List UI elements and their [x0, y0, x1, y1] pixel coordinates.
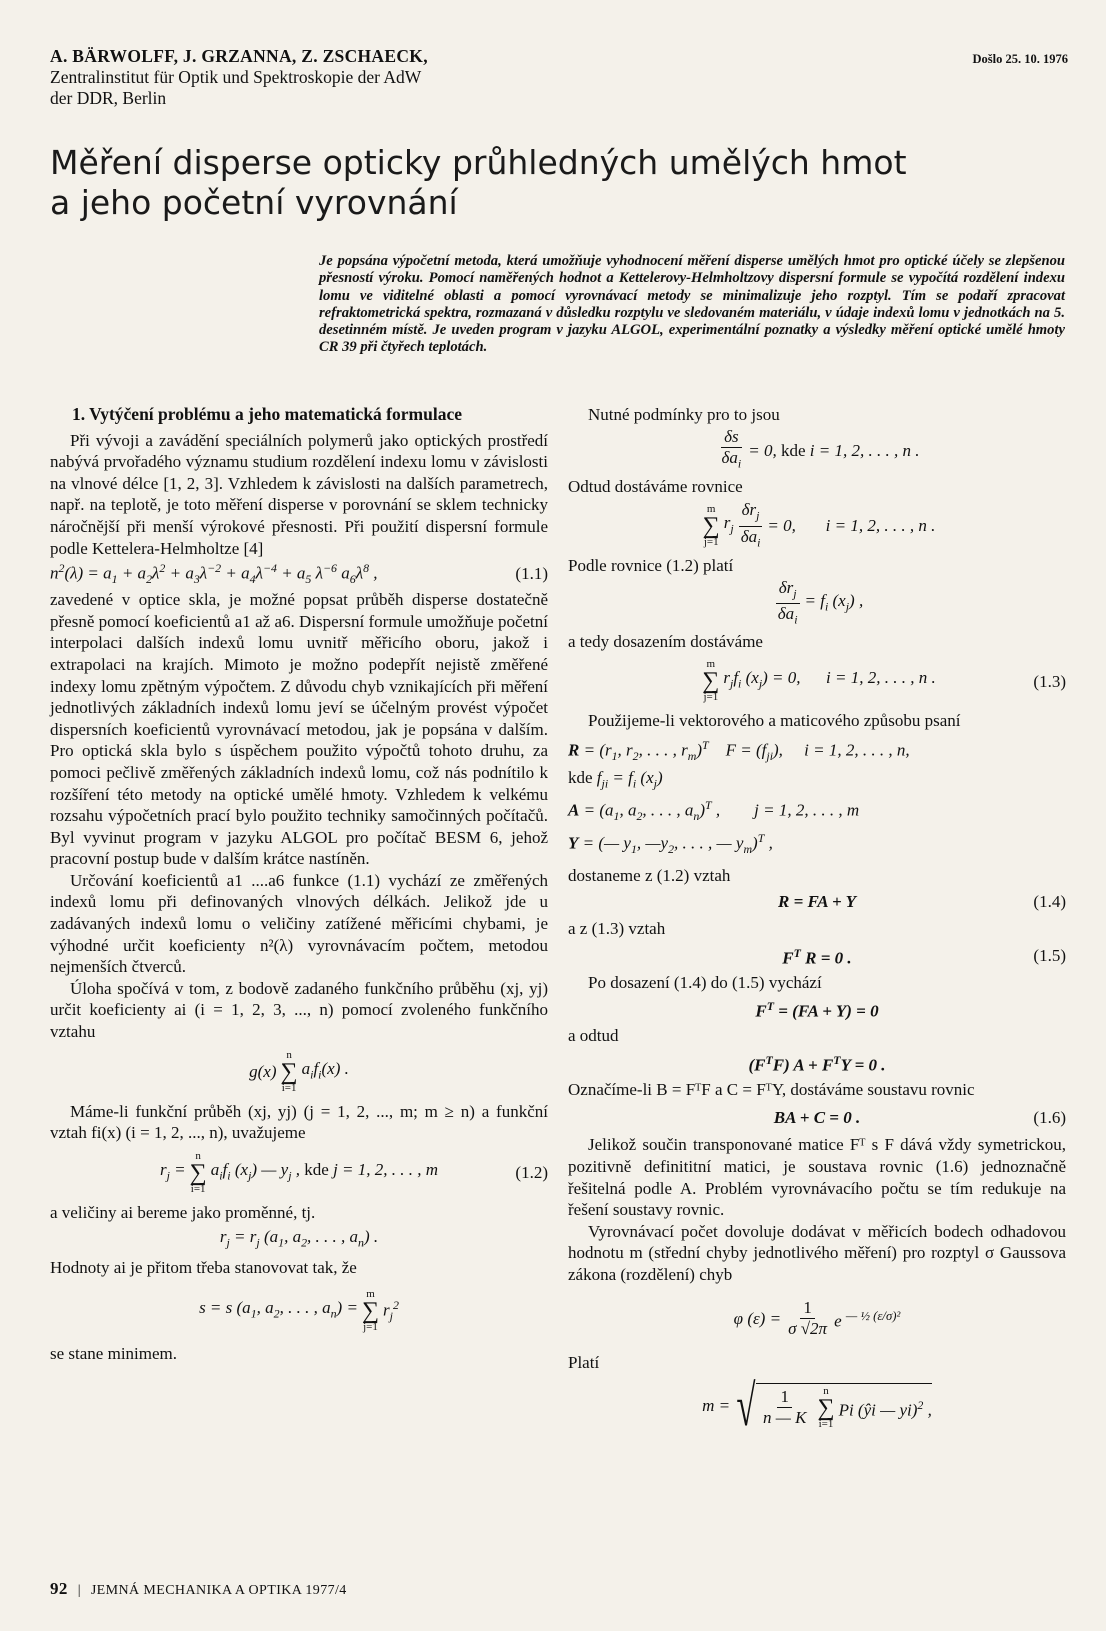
received-date: Došlo 25. 10. 1976 — [972, 52, 1068, 66]
paragraph: Označíme-li B = FᵀF a C = FᵀY, dostáváme soustavu rovnic — [568, 1079, 975, 1099]
vector-definitions: $R = (r_1$, $r_2$, . . . , $r_m)^T$ $F = (f_{ji})$, i = 1, 2, . . . , n, kde $f_{ji} = f_i$ $(x_j)$ $A = (a_1$, $a_2$, . . . , $a_n)^T$ , j = 1, 2, . . . , m Y = (— $y_1$, $—y_2$, . . . , — $y_m)^T$ , — [568, 737, 910, 857]
equation-s: s = s ($a_1$, $a_2$, . . . , $a_n$) = m ∑ j=1 $r_j^2$ — [199, 1288, 399, 1333]
equation-1-4: R = FA + Y (1.4) — [778, 892, 1066, 912]
equation-1-6: BA + C = 0 . (1.6) — [773, 1107, 1066, 1127]
title-line-1: Měření disperse opticky průhledných umělých hmot — [50, 143, 907, 182]
paragraph: se stane minimem. — [50, 1344, 178, 1363]
paragraph: a odtud — [568, 1026, 619, 1046]
equation-number: (1.3) — [1033, 671, 1066, 691]
left-column — [50, 404, 548, 1365]
paragraph: a veličiny ai bereme jako proměnné, tj. — [50, 1202, 316, 1222]
journal-name: JEMNÁ MECHANIKA A OPTIKA 1977/4 — [90, 1583, 347, 1598]
paragraph: Odtud dostáváme rovnice — [568, 476, 743, 496]
paragraph: Podle rovnice (1.2) platí — [568, 556, 734, 576]
right-column — [568, 404, 1066, 1439]
section-heading: 1. Vytýčení problému a jeho matematická formulace — [72, 404, 462, 424]
page-number: 92 — [50, 1579, 68, 1598]
equation-rj: $r_j = r_j$ ($a_1$, $a_2$, . . . , $a_n$) . — [219, 1227, 379, 1250]
equation-ds: $\frac{\delta s}{\delta a_i}$ = 0, kde i = 1, 2, . . . , n . — [721, 427, 920, 471]
paragraph: Platí — [568, 1352, 600, 1372]
paragraph: a tedy dosazením dostáváme — [568, 631, 763, 651]
paragraph: Vyrovnávací počet dovoluje dodávat v měřicích bodech odhadovou hodnotu m (střední chyby jednotlivého měření) pro rozptyl σ Gaussova zákona (rozdělení) chyb — [568, 1221, 1066, 1285]
paragraph: Použijeme-li vektorového a maticového způsobu psaní — [588, 711, 961, 731]
paragraph: Máme-li funkční průběh (xj, yj) (j = 1, 2, ..., m; m ≥ n) a funkční vztah fi(x) (i = 1, 2, ..., n), uvažujeme — [50, 1101, 548, 1143]
equation-g: g(x) n ∑ i=1 $a_if_i(x)$ . — [249, 1048, 349, 1094]
equation-drj: $\frac{\delta r_j}{\delta a_i}$ = $f_i$ $(x_j)$ , — [568, 577, 1066, 631]
equation-number: (1.6) — [1033, 1107, 1066, 1127]
paragraph: Při vývoji a zavádění speciálních polymerů jako optických prostředí nabývá prvořadého významu studium rozdělení indexu lomu v závislosti na vlnové délce [1, 2, 3]. Vzhledem k závislosti na dalších parametrech, např. na teplotě, je toto měření disperse v porovnání se sklem technicky náročnější při menší výrokové přesnosti. Při použití dispersní formule podle Kettelera-Helmholtze [4] — [50, 430, 548, 558]
article-title — [50, 143, 950, 223]
paragraph: dostaneme z (1.2) vztah — [568, 865, 731, 885]
authors: A. BÄRWOLFF, J. GRZANNA, Z. ZSCHAECK, — [50, 46, 428, 66]
paragraph: Úloha spočívá v tom, z bodově zadaného funkčního průběhu (xj, yj) určit koeficienty ai (i = 1, 2, 3, ..., n) pomocí zvoleného funkčního vztahu — [50, 978, 548, 1042]
paragraph: Hodnoty ai je přitom třeba stanovovat tak, že — [50, 1258, 357, 1278]
paragraph: zavedené v optice skla, je možné popsat průběh disperse dostatečně přesně pomocí koeficientů a1 až a6. Dispersní formule umožňuje početní interpolaci dalších indexů lomu uvnitř měřicího oboru, jakož i extrapolaci na krajích. Mimoto je možno podepřít nejistě změřené indexy lomu zpětným výpočtem. Z důvodu chyb vznikajících při měření jednotlivých základních indexů lomu jeví se účelným provést výpočet dispersních koeficientů vyrovnávací metodou, jak je popsána v dalším. Pro optická skla bylo s úspěchem použito výpočtů tohoto druhu, za pomoci pečlivě změřených základních indexů lomu, což nás podnítilo k rozšíření této metody na optické umělé hmoty. Vzhledem k velkému rozsahu výpočetních prací bylo použito techniky samočinných počítačů. Byl vyvinut program v jazyku ALGOL pro počítač BESM 6, jehož pracovní postup bude v dalším krátce nastíněn. — [50, 590, 548, 869]
title-line-2: a jeho početní vyrovnání — [50, 183, 458, 222]
equation-1-5: $F^T$ R = 0 . (1.5) — [782, 945, 1066, 968]
equation-1-1: $n^2(\lambda) = a_1 + a_2\lambda^2 + a_3\lambda^{-2} + a_4\lambda^{-4} + a_5$ $\lambda^{-6}$ $a_6\lambda^8$ , (1.1) — [50, 560, 548, 586]
equation-number: (1.1) — [515, 564, 548, 584]
equation-1-2: $r_j$ = n ∑ i=1 $a_if_i$ $(x_j)$ — $y_j$ , kde j = 1, 2, . . . , m (1.2) — [159, 1149, 548, 1195]
author-block — [50, 46, 428, 109]
equation-m: m = √ $\frac{1}{n — K}$ n ∑ i=1 Pi (ŷi — yi)$^2$ , — [702, 1373, 932, 1439]
equation-sum-drj: m ∑ j=1 $r_j$ $\frac{\delta r_j}{\delta a_i}$ = 0, i = 1, 2, . . . , n . — [702, 500, 936, 550]
equation-ft: $F^T = (FA + Y) = 0$ — [755, 999, 879, 1021]
affiliation-city: der DDR, Berlin — [50, 88, 167, 108]
equation-number: (1.5) — [1033, 945, 1066, 965]
affiliation: Zentralinstitut für Optik und Spektroskopie der AdW — [50, 67, 422, 87]
equation-1-3: m ∑ j=1 $r_jf_i$ $(x_j) = 0$, i = 1, 2, . . . , n . (1.3) — [702, 658, 1066, 704]
paragraph: Po dosazení (1.4) do (1.5) vychází — [588, 972, 822, 992]
equation-gauss: φ (ε) = $\frac{1}{\sigma √2\pi}$ e $^{— \frac{1}{2} (\varepsilon/\sigma)^2}$ — [733, 1298, 901, 1339]
equation-number: (1.2) — [515, 1163, 548, 1183]
page-footer: 92 | JEMNÁ MECHANIKA A OPTIKA 1977/4 — [50, 1579, 347, 1598]
paragraph: Nutné podmínky pro to jsou — [588, 405, 780, 424]
abstract: Je popsána výpočetní metoda, která umožňuje vyhodnocení měření disperse umělých hmot pro optické účely se zlepšenou přesností výroku. Pomocí naměřených hodnot a Kettelerovy-Helmholtzovy dispersní formule se vypočítá rozdělení indexu lomu ve viditelné oblasti a pomocí vyrovnávací metody se minimalizuje jeho rozptyl. Tím se podaří zpracovat refraktometrická spektra, rozmazaná v důsledku rozptylu ve sledovaném materiálu, v údaje indexů lomu v jednotkách na 5. desetinném místě. Je uveden program v jazyku ALGOL, experimentální poznatky a výsledky měření optické umělé hmoty CR 39 při čtyřech teplotách. — [319, 253, 1065, 356]
equation-number: (1.4) — [1033, 892, 1066, 912]
paragraph: Jelikož součin transponované matice Fᵀ s F dává vždy symetrickou, pozitivně definititní matici, je soustava rovnic (1.6) jednoznačně řešitelná podle A. Problém vyrovnávacího počtu se tím redukuje na řešení soustavy rovnic. — [568, 1135, 1066, 1220]
equation-ftf: $(F^TF) A + F^TY = 0$ . — [748, 1052, 886, 1075]
paragraph: a z (1.3) vztah — [568, 919, 666, 939]
paragraph: Určování koeficientů a1 ....a6 funkce (1.1) vychází ze změřených indexů lomu při definovaných vlnových délkách. Jelikož jde u zadávaných indexů lomu o veličiny zatížené měřicími chybami, je výhodné určit koeficienty n²(λ) vyrovnávacím počtem, metodou nejmenších čtverců. — [50, 870, 548, 977]
